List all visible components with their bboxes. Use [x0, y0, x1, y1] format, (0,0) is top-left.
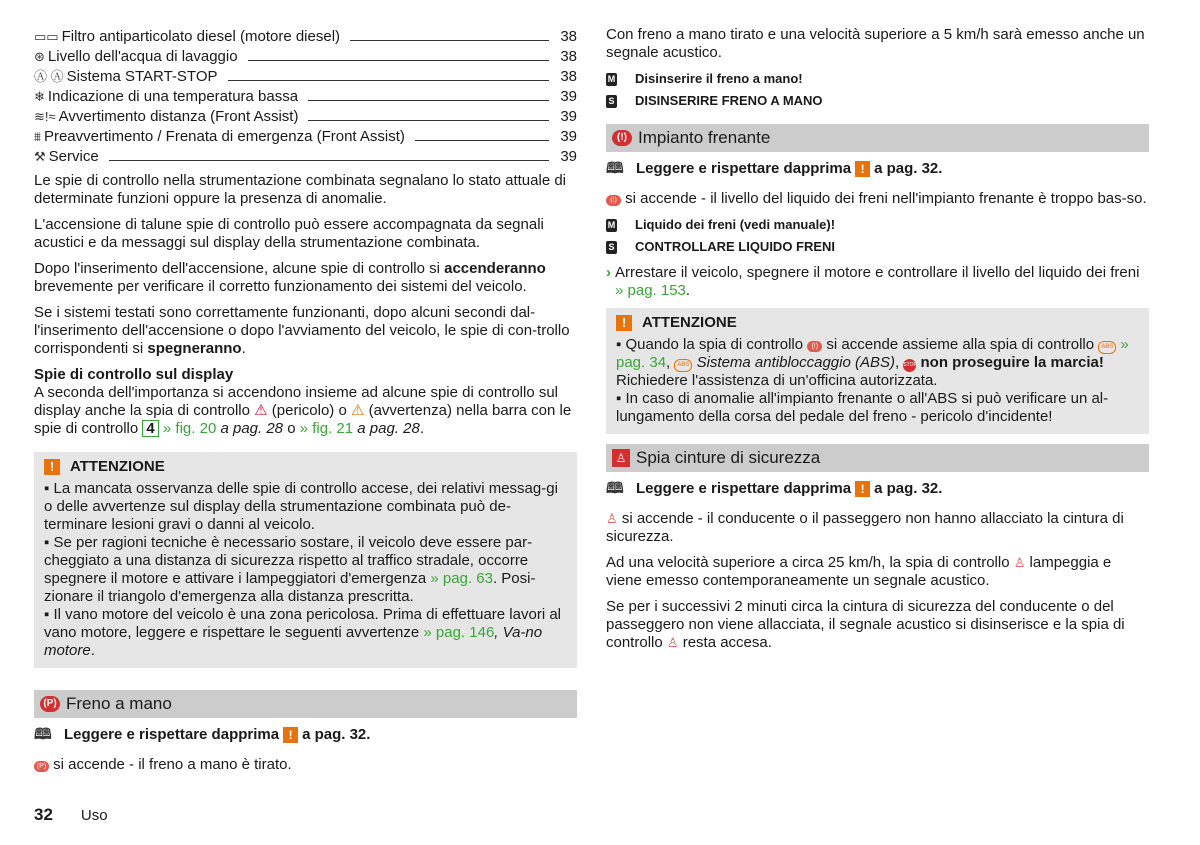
toc-row[interactable] — [34, 106, 577, 126]
toc-leader — [350, 40, 549, 41]
read-first-note: 🕮 Leggere e rispettare dapprima ! a pag. 32. — [606, 480, 943, 497]
instruction-step: › Arrestare il veicolo, spegnere il motore e controllare il livello del liquido dei freni » pag. 153. — [606, 264, 1140, 299]
seatbelt-lit-text: ♙ si accende - il conducente o il passeggero non hanno allacciato la cintura di sicurezza. — [606, 510, 1124, 545]
warning-title: ATTENZIONE — [642, 314, 737, 331]
tested-systems-paragraph: Se i sistemi testati sono correttamente funzionanti, dopo alcuni secondi dal-l'inserimento dell'accensione o dopo l'avviamento del veicolo, le spie di con-trollo corrispondenti si spegneranno. — [34, 304, 570, 357]
toc-leader — [109, 160, 549, 161]
toc-row[interactable] — [34, 126, 577, 146]
toc-page: 38 — [560, 48, 577, 65]
mid-display-icon: M — [607, 219, 616, 230]
acoustic-paragraph: L'accensione di talune spie di controllo può essere accompagnata da segnali acustici e da messaggi sul display della strumentazione combinata. — [34, 216, 544, 251]
toc-leader — [308, 100, 549, 101]
exclamation-icon: ! — [44, 459, 60, 475]
display-message: S DISINSERIRE FRENO A MANO — [606, 92, 1149, 110]
fig-21-link[interactable]: » fig. 21 — [299, 420, 354, 437]
danger-triangle-icon: ⚠ — [254, 402, 268, 419]
seatbelt-icon: ♙ — [1013, 555, 1026, 570]
warning-box — [606, 308, 1149, 434]
brake-system-icon: (!) — [612, 130, 632, 146]
toc-page: 38 — [560, 68, 577, 85]
pag-153-link[interactable]: » pag. 153 — [615, 282, 686, 299]
pag-63-link[interactable]: » pag. 63 — [430, 570, 493, 587]
toc-leader — [415, 140, 549, 141]
exclamation-icon: ! — [855, 481, 870, 497]
exclamation-icon: ! — [855, 161, 870, 177]
parking-brake-icon: (P) — [34, 761, 49, 772]
exclamation-icon: ! — [283, 727, 298, 743]
toc-leader — [248, 60, 549, 61]
toc-title: Filtro antiparticolato diesel (motore diesel) — [61, 28, 341, 45]
page-footer — [34, 806, 108, 825]
washer-fluid-icon: ⊛ — [34, 49, 45, 64]
right-column — [606, 26, 1149, 660]
toc-page: 39 — [560, 128, 577, 145]
warning-item: ▪ Il vano motore del veicolo è una zona pericolosa. Prima di effettuare lavori al vano motore, leggere e rispettare le seguenti avvertenze » pag. 146, Va-no motore. — [44, 606, 561, 659]
snowflake-icon: ❄ — [34, 89, 45, 104]
stop-icon: STOP — [903, 359, 916, 372]
brake-system-icon: (!) — [606, 195, 621, 206]
section-heading-brakes: (!) Impianto frenante — [606, 124, 1149, 152]
display-lights-title: Spie di controllo sul display — [34, 366, 234, 383]
pag-34-link[interactable]: » pag. 34 — [616, 336, 1129, 371]
toc-row[interactable] — [34, 46, 577, 66]
toc-title: Preavvertimento / Frenata di emergenza (Front Assist) — [43, 128, 405, 145]
book-icon: 🕮 — [606, 480, 624, 497]
mid-display-icon: M — [607, 73, 616, 84]
warning-item: ▪ Se per ragioni tecniche è necessario sostare, il veicolo deve essere par-cheggiato a una distanza di sicurezza rispetto al traffico stradale, occorre spegnere il motore e attivare i lampeggiatori d'emergenza » pag. 63. Posi-zionare il triangolo d'emergenza alla distanza prescritta. — [44, 534, 536, 605]
warning-item: ▪ La mancata osservanza delle spie di controllo accese, dei relativi messag-gi o delle avvertenze sul display della strumentazione combinata può de-terminare lesioni gravi o danni al veicolo. — [44, 480, 558, 533]
toc-title: Indicazione di una temperatura bassa — [47, 88, 299, 105]
start-stop-icon: Ⓐ Ⓐ — [34, 69, 64, 84]
chevron-right-icon: › — [606, 264, 611, 281]
warning-title: ATTENZIONE — [70, 458, 165, 475]
seatbelt-icon: ♙ — [612, 449, 630, 467]
intro-paragraph: Le spie di controllo nella strumentazione combinata segnalano lo stato attuale di determinate funzioni oppure la presenza di anomalie. — [34, 172, 567, 207]
book-icon: 🕮 — [606, 160, 624, 177]
toc-row[interactable] — [34, 146, 577, 166]
read-first-note: 🕮 Leggere e rispettare dapprima ! a pag. 32. — [606, 160, 943, 177]
toc — [34, 26, 577, 166]
toc-page: 39 — [560, 88, 577, 105]
ignition-paragraph: Dopo l'inserimento dell'accensione, alcune spie di controllo si accenderanno brevemente per verificare il corretto funzionamento dei sistemi del veicolo. — [34, 260, 546, 295]
brake-fluid-lit-text: (!) si accende - il livello del liquido dei freni nell'impianto frenante è troppo bas-so. — [606, 190, 1149, 208]
toc-page: 39 — [560, 148, 577, 165]
seatbelt-icon: ♙ — [666, 635, 679, 650]
abs-icon: ABS — [1098, 341, 1116, 354]
toc-title: Avvertimento distanza (Front Assist) — [58, 108, 299, 125]
display-message: M Disinserire il freno a mano! — [607, 71, 803, 86]
read-first-note: 🕮 Leggere e rispettare dapprima ! a pag. 32. — [34, 726, 371, 743]
seatbelt-timeout-paragraph: Se per i successivi 2 minuti circa la cintura di sicurezza del conducente o del passeggero non viene allacciata, il segnale acustico si disinserisce e la spia di controllo ♙ resta accesa. — [606, 598, 1125, 651]
toc-row[interactable] — [34, 86, 577, 106]
handbrake-lit-text: (P) si accende - il freno a mano è tirato. — [34, 756, 577, 774]
book-icon: 🕮 — [34, 726, 52, 743]
display-message: M Liquido dei freni (vedi manuale)! — [607, 217, 836, 232]
warning-triangle-icon: ⚠ — [350, 402, 365, 419]
handbrake-speed-paragraph: Con freno a mano tirato e una velocità superiore a 5 km/h sarà emesso anche un segnale acustico. — [606, 26, 1145, 61]
seatbelt-icon: ♙ — [606, 511, 618, 526]
seg-display-icon: S — [606, 241, 617, 254]
fig-20-link[interactable]: » fig. 20 — [162, 420, 217, 437]
section-heading-seatbelt: ♙ Spia cinture di sicurezza — [606, 444, 1149, 472]
warning-item: ▪ In caso di anomalie all'impianto frenante o all'ABS si può verificare un al-lungamento della corsa del pedale del freno - pericolo d'incidente! — [616, 390, 1109, 425]
section-heading-handbrake: (P) Freno a mano — [34, 690, 577, 718]
display-message: S CONTROLLARE LIQUIDO FRENI — [606, 238, 1149, 256]
toc-leader — [228, 80, 550, 81]
brake-system-icon: (!) — [807, 341, 822, 352]
toc-title: Service — [48, 148, 99, 165]
toc-title: Livello dell'acqua di lavaggio — [47, 48, 238, 65]
front-assist-icon: ⩩ — [34, 129, 41, 144]
warning-box — [34, 452, 577, 668]
left-column — [34, 26, 577, 782]
exclamation-icon: ! — [616, 315, 632, 331]
footer-section: Uso — [80, 807, 108, 824]
toc-page: 38 — [560, 28, 577, 45]
toc-leader — [308, 120, 549, 121]
abs-icon: ABS — [674, 359, 692, 372]
seg-display-icon: S — [606, 95, 617, 108]
toc-page: 39 — [560, 108, 577, 125]
warning-item: ▪ Quando la spia di controllo (!) si accende assieme alla spia di controllo ABS » pag. 34, ABS Sistema antibloccaggio (ABS), STOP non proseguire la marcia! Richiedere l'assistenza di un'officina autorizzata. — [616, 336, 1129, 389]
parking-brake-icon: (P) — [40, 696, 60, 712]
pag-146-link[interactable]: » pag. 146 — [423, 624, 495, 641]
toc-title: Sistema START-STOP — [66, 68, 218, 85]
page-number: 32 — [34, 805, 53, 824]
callout-box: 4 — [142, 420, 158, 437]
toc-row[interactable] — [34, 26, 577, 46]
distance-warning-icon: ≋!≈ — [34, 109, 56, 124]
dpf-icon: ▭▭ — [34, 29, 59, 44]
wrench-icon: ⚒ — [34, 149, 46, 164]
seatbelt-speed-paragraph: Ad una velocità superiore a circa 25 km/h, la spia di controllo ♙ lampeggia e viene emesso contemporaneamente un segnale acustico. — [606, 554, 1112, 589]
display-lights-paragraph: Spie di controllo sul display A seconda dell'importanza si accendono insieme ad alcune spie di controllo sul display anche la spia di controllo ⚠ (pericolo) o ⚠ (avvertenza) nella barra con le spie di controllo 4 » fig. 20 a pag. 28 o » fig. 21 a pag. 28. — [34, 366, 572, 437]
toc-row[interactable] — [34, 66, 577, 86]
